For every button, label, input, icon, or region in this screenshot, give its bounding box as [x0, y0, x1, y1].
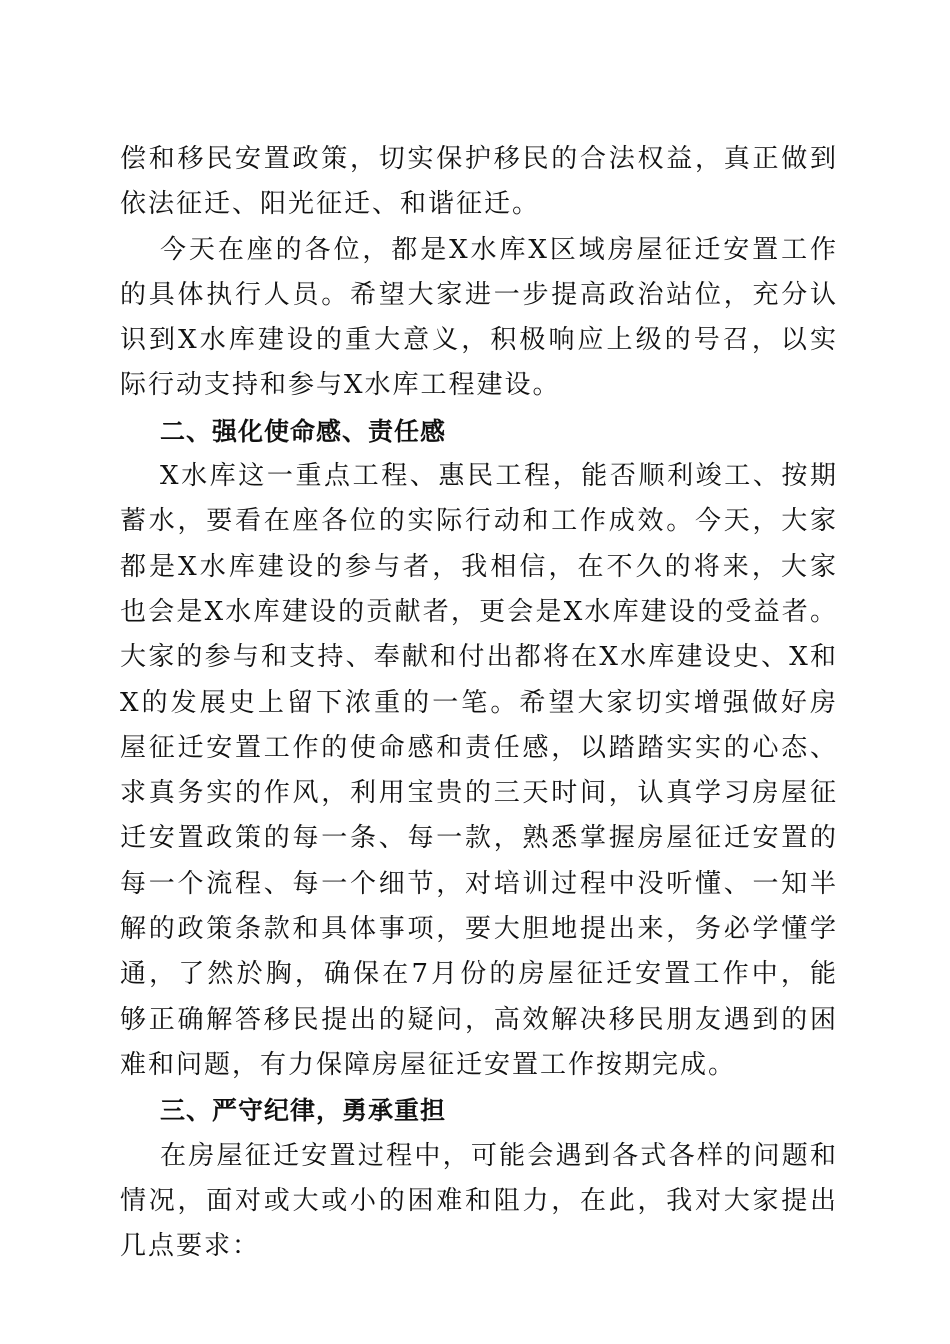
section-heading-2: 二、强化使命感、责任感 — [160, 416, 447, 446]
paragraph-requirements: 在房屋征迁安置过程中，可能会遇到各式各样的问题和情况，面对或大或小的困难和阻力，在此，我对大家提出几点要求： — [120, 1140, 838, 1262]
document-page — [120, 137, 838, 1269]
paragraph-continued: 偿和移民安置政策，切实保护移民的合法权益，真正做到依法征迁、阳光征迁、和谐征迁。 — [120, 144, 838, 220]
paragraph-mission: X水库这一重点工程、惠民工程，能否顺利竣工、按期蓄水，要看在座各位的实际行动和工作成效。今天，大家都是X水库建设的参与者，我相信，在不久的将来，大家也会是X水库建设的贡献者，更会是X水库建设的受益者。大家的参与和支持、奉献和付出都将在X水库建设史、X和X的发展史上留下浓重的一笔。希望大家切实增强做好房屋征迁安置工作的使命感和责任感，以踏踏实实的心态、求真务实的作风，利用宝贵的三天时间，认真学习房屋征迁安置政策的每一条、每一款，熟悉掌握房屋征迁安置的每一个流程、每一个细节，对培训过程中没听懂、一知半解的政策条款和具体事项，要大胆地提出来，务必学懂学通，了然於胸，确保在7月份的房屋征迁安置工作中，能够正确解答移民提出的疑问，高效解决移民朋友遇到的困难和问题，有力保障房屋征迁安置工作按期完成。 — [120, 461, 838, 1080]
section-heading-3: 三、严守纪律，勇承重担 — [160, 1096, 447, 1126]
paragraph-attendees: 今天在座的各位，都是X水库X区域房屋征迁安置工作的具体执行人员。希望大家进一步提高政治站位，充分认识到X水库建设的重大意义，积极响应上级的号召，以实际行动支持和参与X水库工程建设。 — [120, 234, 838, 401]
